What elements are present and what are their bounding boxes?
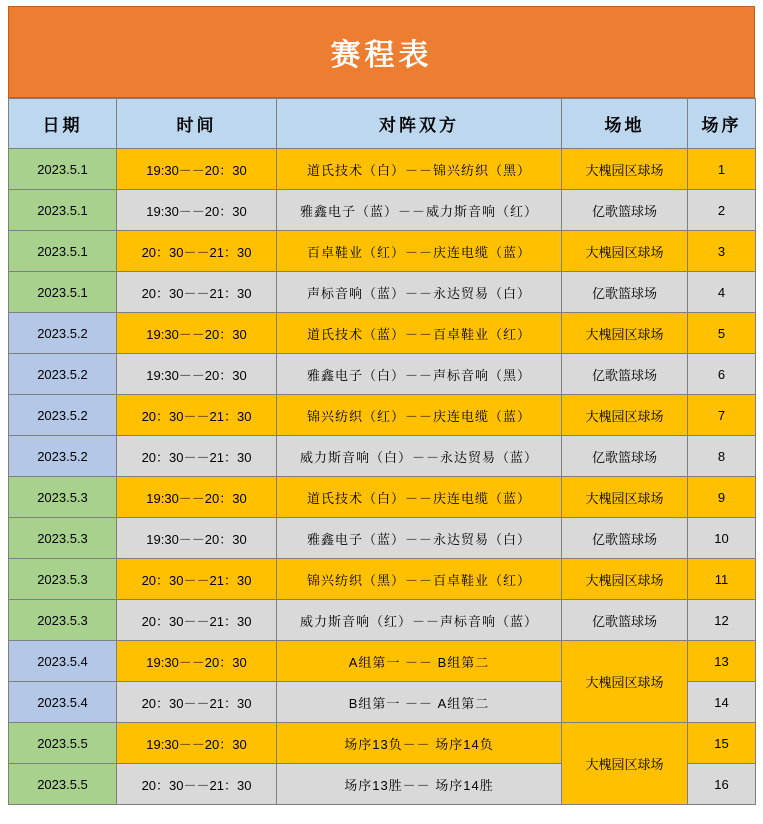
cell-venue: 大槐园区球场 [562, 313, 688, 354]
cell-venue: 大槐园区球场 [562, 231, 688, 272]
cell-order: 9 [688, 477, 756, 518]
cell-venue: 亿歌篮球场 [562, 600, 688, 641]
table-row [9, 559, 756, 600]
cell-time: 19:30－－20：30 [117, 518, 277, 559]
cell-date: 2023.5.3 [9, 477, 117, 518]
table-row [9, 272, 756, 313]
cell-time: 20：30－－21：30 [117, 272, 277, 313]
table-row [9, 231, 756, 272]
cell-match: 锦兴纺织（黑）－－百卓鞋业（红） [277, 559, 562, 600]
table-header [9, 99, 756, 149]
cell-order: 4 [688, 272, 756, 313]
cell-date: 2023.5.3 [9, 559, 117, 600]
cell-date: 2023.5.1 [9, 149, 117, 190]
cell-order: 16 [688, 764, 756, 805]
cell-venue: 亿歌篮球场 [562, 272, 688, 313]
cell-venue: 亿歌篮球场 [562, 354, 688, 395]
column-header-date: 日期 [9, 99, 117, 149]
cell-match: 场序13负－－ 场序14负 [277, 723, 562, 764]
cell-time: 19:30－－20：30 [117, 149, 277, 190]
cell-date: 2023.5.1 [9, 190, 117, 231]
cell-time: 20：30－－21：30 [117, 395, 277, 436]
cell-time: 20：30－－21：30 [117, 436, 277, 477]
cell-order: 13 [688, 641, 756, 682]
cell-match: B组第一 －－ A组第二 [277, 682, 562, 723]
table-row [9, 641, 756, 682]
cell-order: 14 [688, 682, 756, 723]
cell-order: 8 [688, 436, 756, 477]
cell-order: 2 [688, 190, 756, 231]
cell-date: 2023.5.2 [9, 395, 117, 436]
cell-date: 2023.5.5 [9, 764, 117, 805]
cell-venue: 亿歌篮球场 [562, 436, 688, 477]
table-row [9, 436, 756, 477]
cell-match: 雅鑫电子（蓝）－－威力斯音响（红） [277, 190, 562, 231]
cell-venue: 大槐园区球场 [562, 723, 688, 805]
table-row [9, 477, 756, 518]
page-title: 赛程表 [330, 39, 433, 72]
cell-order: 1 [688, 149, 756, 190]
cell-date: 2023.5.5 [9, 723, 117, 764]
table-row [9, 600, 756, 641]
cell-venue: 大槐园区球场 [562, 559, 688, 600]
table-row [9, 395, 756, 436]
cell-match: 威力斯音响（白）－－永达贸易（蓝） [277, 436, 562, 477]
cell-time: 20：30－－21：30 [117, 764, 277, 805]
page-title-bar [8, 6, 755, 98]
table-row [9, 313, 756, 354]
cell-match: 声标音响（蓝）－－永达贸易（白） [277, 272, 562, 313]
cell-match: 道氏技术（白）－－锦兴纺织（黑） [277, 149, 562, 190]
cell-venue: 大槐园区球场 [562, 395, 688, 436]
cell-match: A组第一 －－ B组第二 [277, 641, 562, 682]
column-header-venue: 场地 [562, 99, 688, 149]
table-row [9, 149, 756, 190]
table-header-row [9, 99, 756, 149]
cell-date: 2023.5.2 [9, 354, 117, 395]
table-body [9, 149, 756, 805]
cell-venue: 大槐园区球场 [562, 149, 688, 190]
cell-order: 6 [688, 354, 756, 395]
cell-match: 雅鑫电子（蓝）－－永达贸易（白） [277, 518, 562, 559]
cell-match: 道氏技术（蓝）－－百卓鞋业（红） [277, 313, 562, 354]
cell-order: 7 [688, 395, 756, 436]
cell-time: 20：30－－21：30 [117, 559, 277, 600]
cell-time: 19:30－－20：30 [117, 190, 277, 231]
column-header-order: 场序 [688, 99, 756, 149]
cell-match: 威力斯音响（红）－－声标音响（蓝） [277, 600, 562, 641]
cell-venue: 大槐园区球场 [562, 477, 688, 518]
cell-order: 11 [688, 559, 756, 600]
cell-match: 锦兴纺织（红）－－庆连电缆（蓝） [277, 395, 562, 436]
column-header-time: 时间 [117, 99, 277, 149]
cell-order: 15 [688, 723, 756, 764]
cell-date: 2023.5.3 [9, 518, 117, 559]
cell-venue: 亿歌篮球场 [562, 518, 688, 559]
cell-match: 百卓鞋业（红）－－庆连电缆（蓝） [277, 231, 562, 272]
cell-date: 2023.5.4 [9, 682, 117, 723]
cell-date: 2023.5.1 [9, 272, 117, 313]
cell-match: 道氏技术（白）－－庆连电缆（蓝） [277, 477, 562, 518]
cell-match: 雅鑫电子（白）－－声标音响（黑） [277, 354, 562, 395]
cell-date: 2023.5.2 [9, 436, 117, 477]
cell-date: 2023.5.3 [9, 600, 117, 641]
cell-date: 2023.5.1 [9, 231, 117, 272]
cell-venue: 亿歌篮球场 [562, 190, 688, 231]
cell-date: 2023.5.4 [9, 641, 117, 682]
table-row [9, 723, 756, 764]
cell-time: 19:30－－20：30 [117, 354, 277, 395]
cell-order: 12 [688, 600, 756, 641]
cell-time: 19:30－－20：30 [117, 477, 277, 518]
schedule-table [8, 98, 756, 805]
cell-match: 场序13胜－－ 场序14胜 [277, 764, 562, 805]
cell-order: 3 [688, 231, 756, 272]
cell-time: 20：30－－21：30 [117, 682, 277, 723]
table-row [9, 190, 756, 231]
cell-order: 10 [688, 518, 756, 559]
column-header-match: 对阵双方 [277, 99, 562, 149]
cell-venue: 大槐园区球场 [562, 641, 688, 723]
cell-order: 5 [688, 313, 756, 354]
cell-time: 19:30－－20：30 [117, 313, 277, 354]
cell-time: 20：30－－21：30 [117, 231, 277, 272]
cell-time: 19:30－－20：30 [117, 641, 277, 682]
table-row [9, 518, 756, 559]
cell-time: 19:30－－20：30 [117, 723, 277, 764]
table-row [9, 354, 756, 395]
cell-date: 2023.5.2 [9, 313, 117, 354]
cell-time: 20：30－－21：30 [117, 600, 277, 641]
